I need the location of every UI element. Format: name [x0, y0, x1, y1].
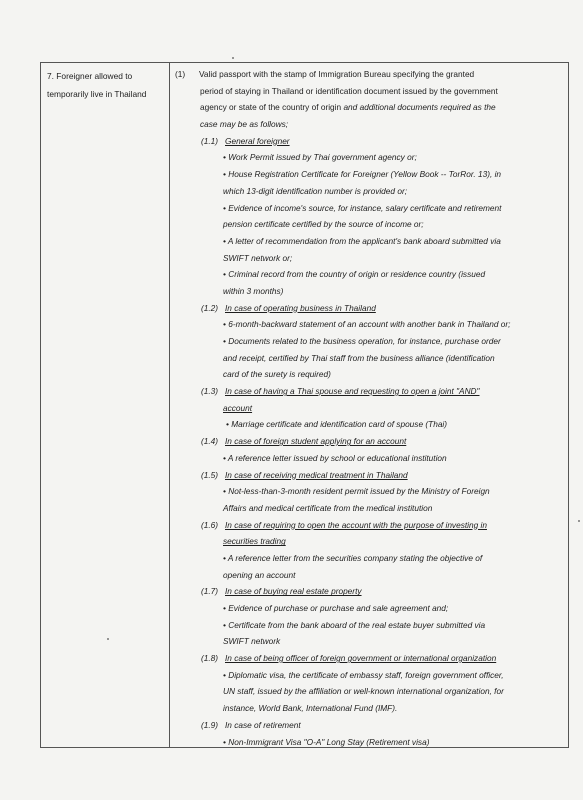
section-heading	[175, 133, 565, 150]
scan-speck	[107, 638, 109, 640]
intro-text: agency or state of the country of origin	[200, 102, 344, 113]
bullet-line: • Documents related to the business operation, for instance, purchase order	[223, 336, 501, 346]
section-heading	[175, 583, 565, 600]
section-title-continued: account	[223, 402, 253, 413]
requirements-table	[40, 62, 569, 748]
bullet-line: within 3 months)	[223, 285, 284, 296]
bullet-line: • Not-less-than-3-month resident permit issued by the Ministry of Foreign	[223, 486, 490, 497]
section-heading	[175, 467, 565, 484]
section-heading	[175, 300, 565, 317]
section-number: (1.2)	[201, 302, 219, 313]
section-heading	[175, 650, 565, 667]
item-number: (1)	[175, 69, 186, 79]
intro-line: period of staying in Thailand or identification document issued by the government	[200, 85, 498, 96]
scan-speck	[232, 57, 234, 59]
bullet-line: • Diplomatic visa, the certificate of embassy staff, foreign government officer,	[223, 669, 504, 680]
bullet-line: SWIFT network	[223, 636, 281, 647]
section-title: General foreigner	[225, 135, 290, 146]
section-number: (1.1)	[201, 135, 219, 146]
bullet-line: card of the surety is required)	[223, 369, 331, 380]
bullet-line: • 6-month-backward statement of an account with another bank in Thailand or;	[223, 319, 511, 330]
bullet-line: • Certificate from the bank aboard of the real estate buyer submitted via	[223, 619, 486, 630]
bullet-line: instance, World Bank, International Fund (IMF).	[223, 703, 398, 714]
bullet-line: opening an account	[223, 569, 296, 580]
column-divider	[169, 63, 170, 747]
bullet-line: • A reference letter from the securities company stating the objective of	[223, 552, 483, 563]
section-number: (1.6)	[201, 519, 219, 530]
section-title: In case of foreign student applying for an account	[225, 436, 407, 447]
intro-text-italic: and additional documents required as the	[343, 102, 496, 113]
category-line: temporarily live in Thailand	[47, 89, 147, 99]
bullet-line: • Marriage certificate and identification card of spouse (Thai)	[226, 419, 448, 430]
section-number: (1.9)	[201, 719, 219, 730]
bullet-line: • Work Permit issued by Thai government agency or;	[223, 152, 417, 163]
section-number: (1.7)	[201, 586, 219, 597]
bullet-line: • A letter of recommendation from the applicant's bank aboard submitted via	[223, 235, 501, 246]
section-heading	[175, 517, 565, 534]
bullet-line: SWIFT network or;	[223, 252, 293, 263]
bullet-line: UN staff, issued by the affiliation or well-known international organization, for	[223, 686, 504, 697]
section-heading	[175, 383, 565, 400]
bullet-line: which 13-digit identification number is provided or;	[223, 185, 408, 196]
section-title: In case of having a Thai spouse and requesting to open a joint "AND"	[225, 386, 480, 397]
section-title: In case of requiring to open the account with the purpose of investing in	[225, 519, 487, 530]
bullet-line: pension certificate certified by the source of income or;	[223, 219, 424, 230]
bullet-line: • Evidence of purchase or purchase and sale agreement and;	[223, 603, 449, 613]
requirements-cell	[175, 66, 565, 750]
category-line: 7. Foreigner allowed to	[47, 71, 133, 81]
bullet-line: and receipt, certified by Thai staff from the business alliance (identification	[223, 352, 495, 363]
section-title: In case of being officer of foreign government or international organization	[225, 653, 497, 664]
scan-speck	[578, 520, 580, 522]
section-title: In case of operating business in Thailand	[225, 302, 376, 313]
bullet-line: • Non-Immigrant Visa "O-A" Long Stay (Retirement visa)	[223, 736, 430, 747]
section-heading	[175, 433, 565, 450]
bullet-line: • A reference letter issued by school or educational institution	[223, 452, 447, 463]
section-title: In case of retirement	[225, 719, 301, 730]
section-number: (1.4)	[201, 436, 219, 447]
section-number: (1.5)	[201, 469, 219, 480]
intro-text: Valid passport with the stamp of Immigration Bureau specifying the granted	[199, 69, 475, 79]
section-heading	[175, 717, 565, 734]
section-number: (1.8)	[201, 653, 219, 664]
intro-line	[175, 66, 565, 83]
bullet-line: • House Registration Certificate for Foreigner (Yellow Book -- TorRor. 13), in	[223, 169, 502, 180]
section-number: (1.3)	[201, 386, 219, 397]
section-title: In case of receiving medical treatment in Thailand	[225, 469, 408, 480]
intro-line: case may be as follows;	[200, 119, 289, 130]
category-cell	[47, 67, 165, 103]
bullet-line: • Criminal record from the country of origin or residence country (issued	[223, 269, 486, 280]
bullet-line: Affairs and medical certificate from the medical institution	[223, 502, 433, 513]
bullet-line: • Evidence of income's source, for instance, salary certificate and retirement	[223, 202, 502, 213]
section-title: In case of buying real estate property	[225, 586, 362, 597]
intro-line	[175, 99, 565, 116]
section-title-continued: securities trading	[223, 536, 286, 547]
